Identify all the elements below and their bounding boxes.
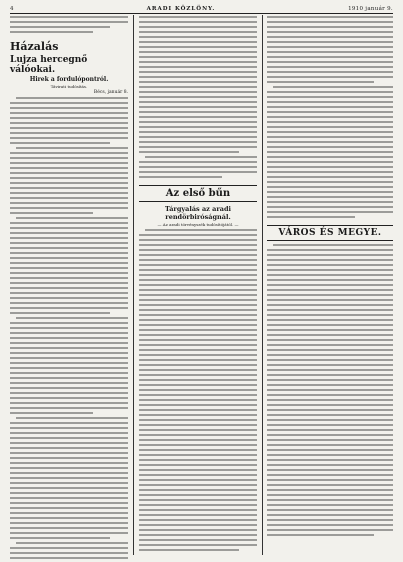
section-subtitle: Tárgyalás az aradi rendörbiróságnál. xyxy=(164,205,231,221)
section-header xyxy=(139,185,257,202)
column-1 xyxy=(10,16,128,562)
column-2 xyxy=(139,16,257,554)
dateline: Bécs, január 8. xyxy=(93,90,128,95)
issue-date: 1910 január 9. xyxy=(348,5,393,12)
section-note: — Az aradi törvényszék tudósítójától. — xyxy=(157,222,239,227)
masthead-rule xyxy=(10,13,393,14)
masthead xyxy=(10,4,393,13)
column-divider xyxy=(133,15,134,555)
section-title: VÁROS ÉS MEGYE. xyxy=(278,228,382,238)
article-title: Lujza hercegnő válóokai. xyxy=(10,55,88,75)
article-body xyxy=(139,229,257,554)
paper-name: ARADI KÖZLÖNY. xyxy=(146,5,216,12)
byline: Távirati tudósítás. xyxy=(50,84,88,89)
column-3 xyxy=(267,16,393,539)
page-number: 4 xyxy=(10,5,14,12)
section-header xyxy=(267,225,393,241)
article-body xyxy=(267,16,393,221)
article-body xyxy=(267,244,393,539)
column-divider xyxy=(262,15,263,555)
article-body xyxy=(139,16,257,181)
section-title: Az első bűn xyxy=(165,188,231,199)
intro-text xyxy=(10,16,128,36)
headline: Házalás xyxy=(10,40,59,53)
article-body xyxy=(10,97,128,562)
article-subtitle: Hirek a fordulópontról. xyxy=(29,76,109,83)
